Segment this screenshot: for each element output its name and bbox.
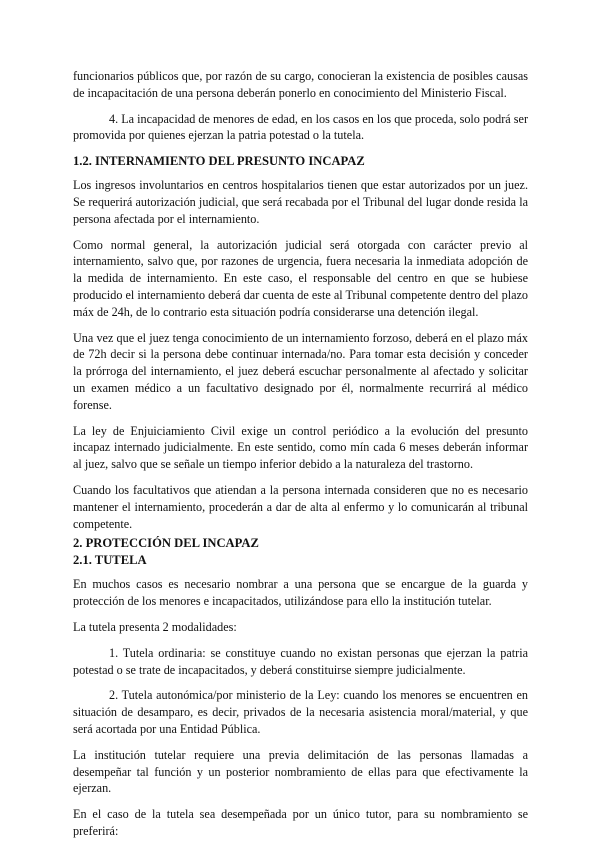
document-page — [73, 68, 528, 849]
numbered-paragraph: 4. La incapacidad de menores de edad, en los casos en los que proceda, solo podrá ser promovida por quienes ejerzan la patria potestad o la tutela. — [73, 111, 528, 143]
paragraph: En muchos casos es necesario nombrar a una persona que se encargue de la guarda y protección de los menores e incapacitados, utilizándose para ello la institución tutelar. — [73, 577, 528, 609]
paragraph: La institución tutelar requiere una previa delimitación de las personas llamadas a desempeñar tal función y un posterior nombramiento de ellas para que efectivamente la ejerzan. — [73, 747, 528, 796]
section-heading-internamiento: 1.2. INTERNAMIENTO DEL PRESUNTO INCAPAZ — [73, 154, 365, 169]
list-item-tutela-autonomica: 2. Tutela autonómica/por ministerio de la Ley: cuando los menores se encuentren en situación de desamparo, es decir, privados de la necesaria asistencia moral/material, y que será acortada por una Entidad Pública. — [73, 688, 528, 736]
paragraph: La ley de Enjuiciamiento Civil exige un control periódico a la evolución del presunto incapaz internado judicialmente. En este sentido, como mín cada 6 meses deberán informar al juez, salvo que se señale un tiempo inferior debido a la naturaleza del trastorno. — [73, 423, 528, 472]
paragraph: La tutela presenta 2 modalidades: — [73, 619, 237, 634]
paragraph: funcionarios públicos que, por razón de su cargo, conocieran la existencia de posibles causas de incapacitación de una persona deberán ponerlo en conocimiento del Ministerio Fiscal. — [73, 69, 528, 100]
section-heading-proteccion: 2. PROTECCIÓN DEL INCAPAZ — [73, 536, 259, 551]
section-heading-tutela: 2.1. TUTELA — [73, 553, 147, 568]
paragraph: En el caso de la tutela sea desempeñada por un único tutor, para su nombramiento se preferirá: — [73, 807, 528, 838]
paragraph: Como normal general, la autorización judicial será otorgada con carácter previo al internamiento, salvo que, por razones de urgencia, fuera necesaria la inmediata adopción de la medida de internamiento. En este caso, el responsable del centro en que se hubiese producido el internamiento deberá dar cuenta de este al Tribunal competente dentro del plazo máx de 24h, de lo contrario esta situación podría considerarse una detención ilegal. — [73, 237, 528, 319]
paragraph: Una vez que el juez tenga conocimiento de un internamiento forzoso, deberá en el plazo máx de 72h decir si la persona debe continuar internada/no. Para tomar esta decisión y conceder la prórroga del internamiento, el juez deberá escuchar personalmente al afectado y solicitar un examen médico a un facultativo designado por él, normalmente recurrirá al médico forense. — [73, 330, 528, 412]
paragraph: Cuando los facultativos que atiendan a la persona internada consideren que no es necesario mantener el internamiento, procederán a dar de alta al enfermo y lo comunicarán al tribunal competente. — [73, 482, 528, 531]
list-item-tutela-ordinaria: 1. Tutela ordinaria: se constituye cuando no existan personas que ejerzan la patria potestad o se trate de incapacitados, y deberá constituirse siempre judicialmente. — [73, 645, 528, 677]
paragraph: Los ingresos involuntarios en centros hospitalarios tienen que estar autorizados por un juez. Se requerirá autorización judicial, que será recabada por el Tribunal del lugar donde resida la persona afectada por el internamiento. — [73, 178, 528, 226]
